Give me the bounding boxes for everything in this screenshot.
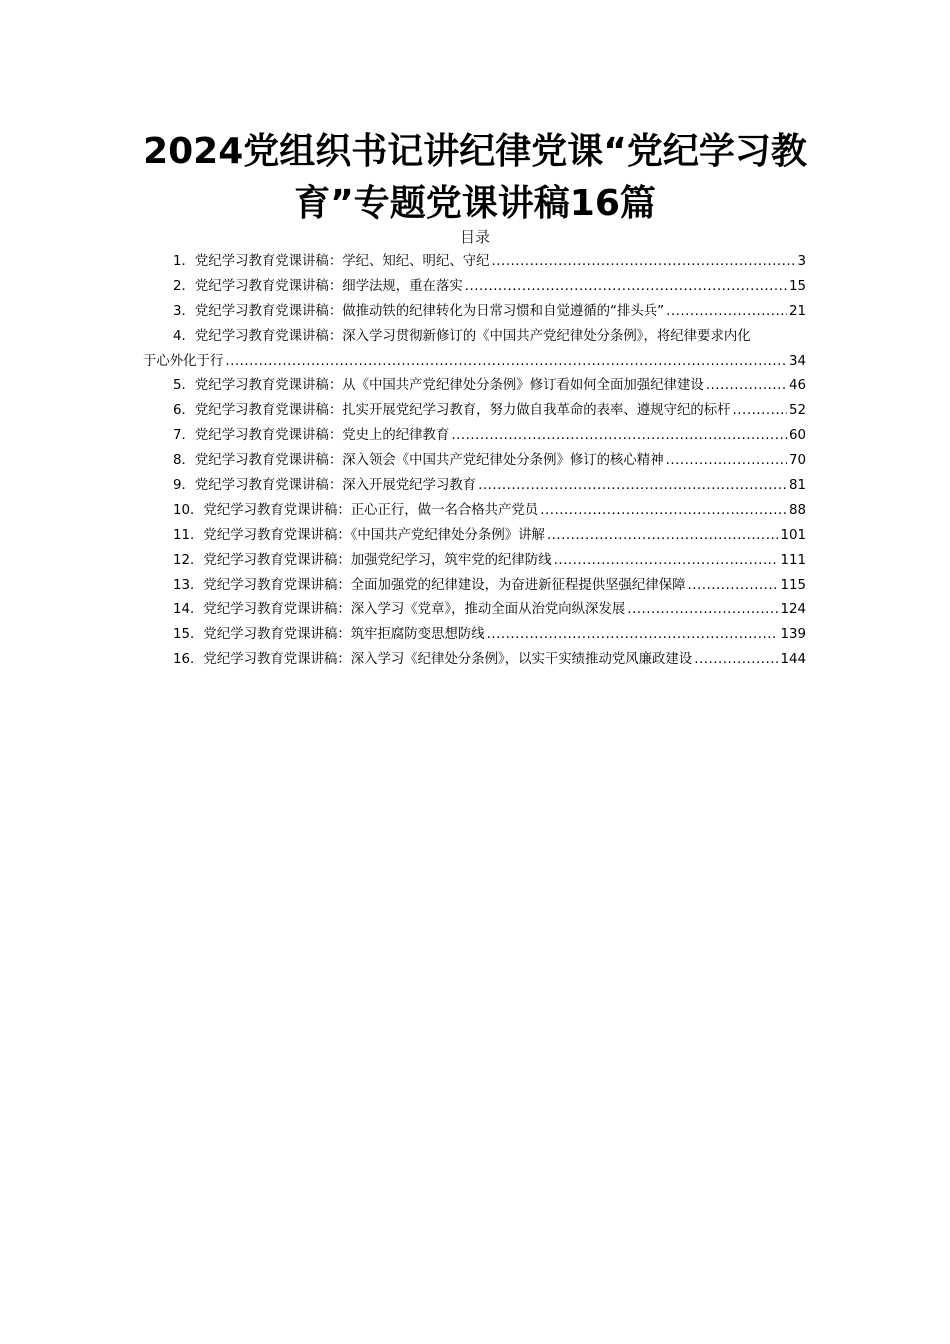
toc-entry-text: 8．党纪学习教育党课讲稿：深入领会《中国共产党纪律处分条例》修订的核心精神	[173, 453, 664, 469]
toc-entry[interactable]	[143, 399, 806, 424]
toc-leader-dots	[554, 549, 779, 574]
toc-leader-dots	[547, 524, 779, 549]
toc-leader-dots	[666, 300, 787, 325]
toc-entry[interactable]	[143, 275, 806, 300]
toc-page-number: 46	[788, 378, 806, 394]
toc-entry-text-continued: 于心外化于行	[143, 353, 224, 369]
toc-entry-text: 10．党纪学习教育党课讲稿：正心正行，做一名合格共产党员	[173, 502, 539, 518]
toc-entry[interactable]	[143, 474, 806, 499]
toc-page-number: 81	[788, 478, 806, 494]
toc-entry[interactable]	[143, 250, 806, 275]
toc-page-number: 88	[788, 502, 806, 518]
toc-entry[interactable]	[143, 524, 806, 549]
toc-page-number: 70	[788, 453, 806, 469]
table-of-contents	[143, 250, 806, 673]
toc-page-number: 21	[788, 303, 806, 319]
toc-entry[interactable]	[143, 648, 806, 673]
toc-entry-text: 13．党纪学习教育党课讲稿：全面加强党的纪律建设，为奋进新征程提供坚强纪律保障	[173, 577, 686, 593]
toc-entry-text: 12．党纪学习教育党课讲稿：加强党纪学习，筑牢党的纪律防线	[173, 552, 552, 568]
toc-page-number: 101	[780, 527, 806, 543]
toc-entry-text: 3．党纪学习教育党课讲稿：做推动铁的纪律转化为日常习惯和自觉遵循的“排头兵”	[173, 303, 665, 319]
toc-entry-text: 5．党纪学习教育党课讲稿：从《中国共产党纪律处分条例》修订看如何全面加强纪律建设	[173, 378, 704, 394]
document-title	[130, 126, 820, 230]
toc-entry-text: 14．党纪学习教育党课讲稿：深入学习《党章》，推动全面从治党向纵深发展	[173, 602, 626, 618]
toc-leader-dots	[465, 275, 787, 300]
toc-entry-text: 4．党纪学习教育党课讲稿：深入学习贯彻新修订的《中国共产党纪律处分条例》，将纪律要求内化	[173, 328, 751, 344]
toc-page-number: 115	[780, 577, 806, 593]
title-line-2: 育”专题党课讲稿16篇	[294, 183, 656, 224]
toc-leader-dots	[688, 574, 779, 599]
toc-entry[interactable]	[143, 449, 806, 474]
toc-entry-text: 6．党纪学习教育党课讲稿：扎实开展党纪学习教育，努力做自我革命的表率、遵规守纪的标杆	[173, 403, 731, 419]
toc-entry-text: 1．党纪学习教育党课讲稿：学纪、知纪、明纪、守纪	[173, 254, 490, 269]
toc-page-number: 139	[780, 627, 806, 643]
toc-page-number: 52	[788, 403, 806, 419]
toc-entry-text: 15．党纪学习教育党课讲稿：筑牢拒腐防变思想防线	[173, 627, 485, 643]
toc-page-number: 60	[788, 428, 806, 444]
toc-entry[interactable]	[143, 300, 806, 325]
toc-entry-text: 7．党纪学习教育党课讲稿：党史上的纪律教育	[173, 428, 450, 444]
toc-entry-text: 9．党纪学习教育党课讲稿：深入开展党纪学习教育	[173, 478, 477, 494]
toc-page-number: 111	[780, 552, 806, 568]
toc-entry[interactable]	[143, 424, 806, 449]
toc-entry-text: 11．党纪学习教育党课讲稿：《中国共产党纪律处分条例》讲解	[173, 527, 545, 543]
toc-entry[interactable]	[143, 574, 806, 599]
toc-page-number: 34	[788, 353, 806, 369]
toc-page-number: 124	[780, 602, 806, 618]
toc-leader-dots	[627, 598, 778, 623]
toc-leader-dots	[733, 399, 787, 424]
toc-entry[interactable]	[143, 598, 806, 623]
toc-entry[interactable]	[143, 499, 806, 524]
toc-leader-dots	[451, 424, 787, 449]
toc-entry-text: 2．党纪学习教育党课讲稿：细学法规，重在落实	[173, 278, 463, 294]
toc-page-number: 3	[797, 254, 806, 269]
toc-leader-dots	[706, 374, 787, 399]
toc-leader-dots	[666, 449, 787, 474]
toc-page-number: 15	[788, 278, 806, 294]
toc-leader-dots	[492, 250, 796, 275]
toc-entry-text: 16．党纪学习教育党课讲稿：深入学习《纪律处分条例》，以实干实绩推动党风廉政建设	[173, 652, 693, 668]
toc-leader-dots	[478, 474, 787, 499]
toc-leader-dots	[694, 648, 778, 673]
toc-leader-dots	[225, 350, 787, 375]
toc-leader-dots	[540, 499, 787, 524]
toc-page-number: 144	[780, 652, 806, 668]
toc-entry[interactable]	[143, 374, 806, 399]
title-line-1: 2024党组织书记讲纪律党课“党纪学习教	[143, 131, 807, 172]
toc-entry[interactable]	[143, 325, 806, 375]
toc-entry[interactable]	[143, 623, 806, 648]
toc-leader-dots	[487, 623, 779, 648]
toc-entry[interactable]	[143, 549, 806, 574]
toc-heading: 目录	[459, 228, 490, 246]
